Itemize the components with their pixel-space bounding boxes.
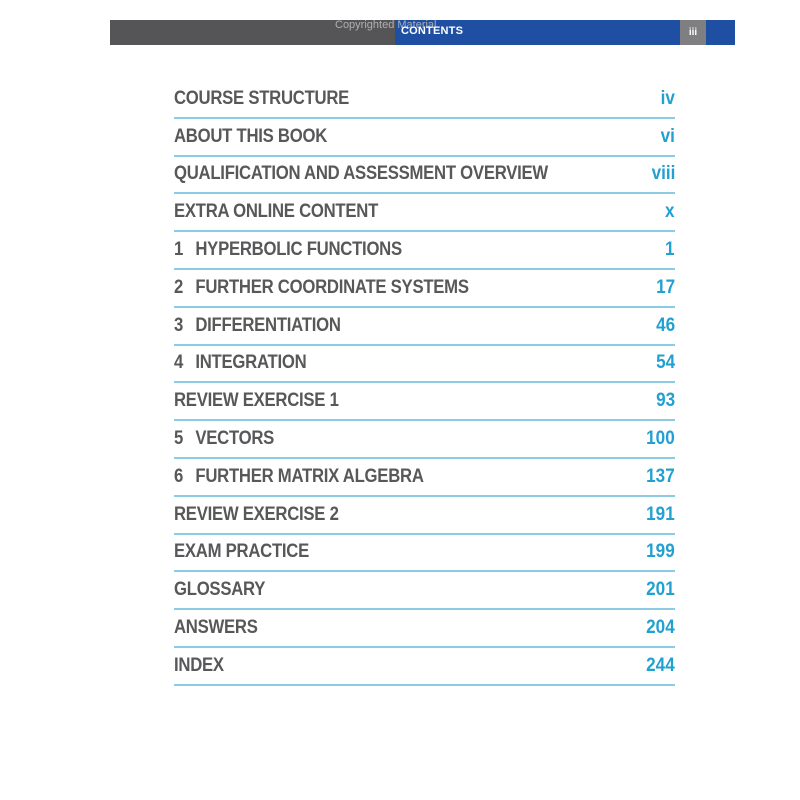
toc-entry[interactable] (174, 119, 675, 157)
toc-entry[interactable] (174, 610, 675, 648)
toc-entry-page[interactable]: 191 (646, 503, 675, 525)
toc-entry-label (174, 466, 424, 488)
toc-entry-label (174, 504, 339, 526)
toc-entry-label (174, 390, 339, 412)
toc-entry-page[interactable]: 46 (655, 314, 675, 336)
table-of-contents (174, 81, 675, 686)
toc-entry[interactable] (174, 648, 675, 686)
toc-entry-page[interactable]: vi (660, 125, 675, 147)
toc-entry-label (174, 579, 265, 601)
toc-entry-label (174, 352, 306, 374)
toc-entry-label (174, 541, 309, 563)
toc-entry-page[interactable]: 201 (646, 579, 675, 601)
toc-entry-title: GLOSSARY (174, 579, 266, 601)
toc-entry[interactable] (174, 497, 675, 535)
chapter-number: 4 (174, 352, 184, 374)
toc-entry-title: EXAM PRACTICE (174, 541, 309, 563)
copyright-watermark: Copyrighted Material (335, 19, 437, 31)
toc-entry-page[interactable]: 93 (655, 390, 675, 412)
toc-entry-label (174, 88, 349, 110)
toc-entry-title: EXTRA ONLINE CONTENT (174, 201, 379, 223)
toc-entry[interactable] (174, 572, 675, 610)
toc-entry-label (174, 277, 469, 299)
toc-entry-page[interactable]: 199 (646, 541, 675, 563)
toc-entry-title: COURSE STRUCTURE (174, 87, 350, 109)
toc-entry-title: INTEGRATION (195, 352, 307, 374)
toc-entry-title: ANSWERS (174, 617, 258, 639)
toc-entry[interactable] (174, 346, 675, 384)
toc-entry-page[interactable]: viii (651, 163, 675, 185)
toc-entry-title: ABOUT THIS BOOK (174, 125, 328, 147)
toc-entry-title: QUALIFICATION AND ASSESSMENT OVERVIEW (174, 163, 548, 185)
chapter-number: 2 (174, 276, 184, 298)
toc-entry-title: INDEX (174, 654, 224, 676)
toc-entry-page[interactable]: iv (660, 87, 675, 109)
toc-entry-label (174, 239, 402, 261)
toc-entry-label (174, 655, 224, 677)
toc-entry[interactable] (174, 383, 675, 421)
toc-entry-page[interactable]: 17 (655, 276, 675, 298)
chapter-number: 5 (174, 428, 184, 450)
toc-entry-label (174, 201, 378, 223)
toc-entry-page[interactable]: 54 (655, 352, 675, 374)
toc-entry-title: DIFFERENTIATION (195, 314, 341, 336)
toc-entry[interactable] (174, 459, 675, 497)
chapter-number: 1 (174, 239, 184, 261)
toc-entry-title: HYPERBOLIC FUNCTIONS (195, 239, 402, 261)
toc-entry[interactable] (174, 270, 675, 308)
toc-entry-title: VECTORS (195, 428, 275, 450)
toc-entry-page[interactable]: 100 (646, 428, 675, 450)
toc-entry[interactable] (174, 308, 675, 346)
toc-entry-title: REVIEW EXERCISE 2 (174, 503, 339, 525)
toc-entry-title: FURTHER COORDINATE SYSTEMS (195, 276, 469, 298)
toc-entry[interactable] (174, 157, 675, 195)
chapter-number: 6 (174, 465, 184, 487)
toc-entry-page[interactable]: 137 (646, 465, 675, 487)
toc-entry-page[interactable]: 1 (665, 239, 675, 261)
toc-entry-title: REVIEW EXERCISE 1 (174, 390, 339, 412)
toc-entry-page[interactable]: 204 (646, 617, 675, 639)
toc-entry[interactable] (174, 194, 675, 232)
toc-entry-label (174, 163, 548, 185)
chapter-number: 3 (174, 314, 184, 336)
toc-entry-label (174, 315, 341, 337)
toc-entry[interactable] (174, 535, 675, 573)
toc-entry-page[interactable]: 244 (646, 654, 675, 676)
page-number: iii (680, 20, 706, 45)
toc-entry[interactable] (174, 421, 675, 459)
toc-entry[interactable] (174, 232, 675, 270)
toc-entry[interactable] (174, 81, 675, 119)
toc-entry-label (174, 428, 274, 450)
toc-entry-title: FURTHER MATRIX ALGEBRA (195, 465, 424, 487)
toc-entry-label (174, 617, 258, 639)
page-title: CONTENTS (401, 25, 464, 37)
toc-entry-label (174, 126, 327, 148)
toc-entry-page[interactable]: x (665, 201, 675, 223)
